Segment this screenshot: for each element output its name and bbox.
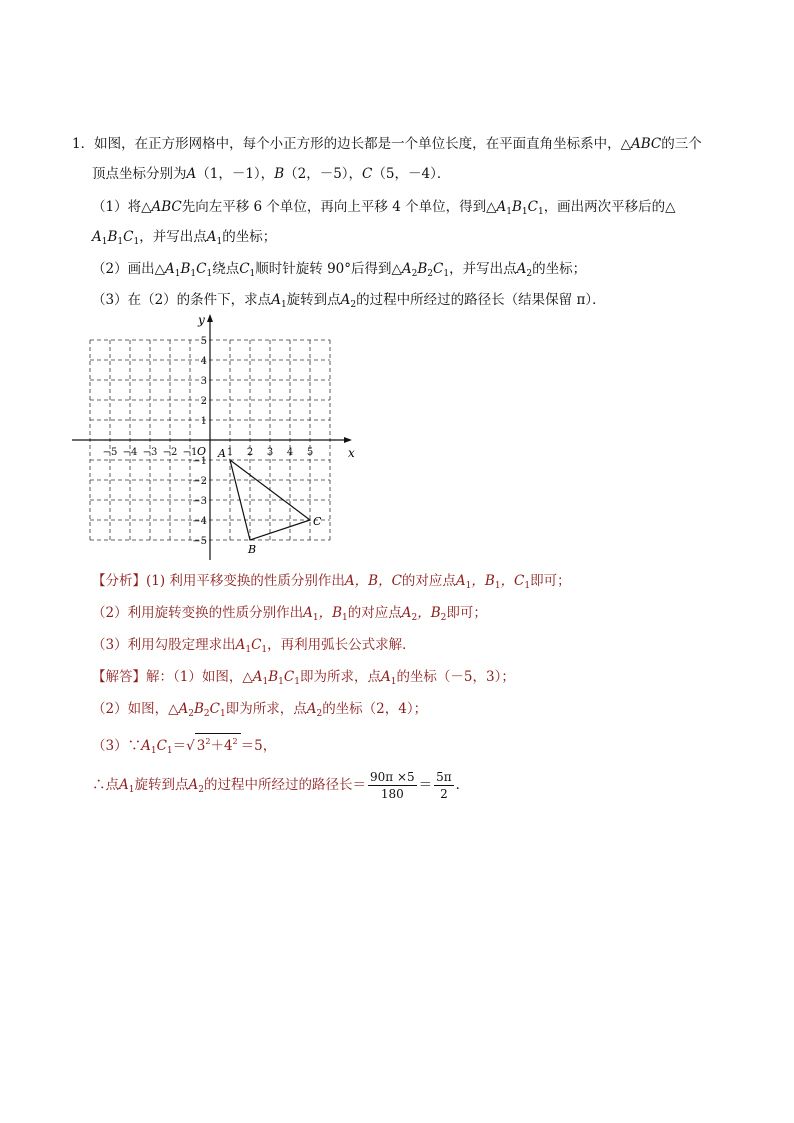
answer-3-result: ＝5， <box>240 738 277 754</box>
x-tick-label: 5 <box>306 447 314 458</box>
question-1-line1 <box>92 197 676 219</box>
q2-text-c: 顺时针旋转 90°后得到△ <box>255 261 402 277</box>
q3-text-b: 旋转到点 <box>286 292 341 308</box>
x-tick-label: 4 <box>286 447 294 458</box>
answer-2-c: 的坐标（2，4）； <box>322 701 428 717</box>
answer-line1 <box>92 667 515 689</box>
vertex-c-label: C <box>313 515 322 528</box>
analysis-2-a: （2）利用旋转变换的性质分别作出 <box>92 605 304 621</box>
x-tick-label: 3 <box>266 447 274 458</box>
x-tick-label: −5 <box>102 447 118 458</box>
y-tick-label: −1 <box>192 456 207 467</box>
x-tick-label: 2 <box>246 447 254 458</box>
fraction-arc-length <box>368 769 417 802</box>
analysis-2-b: 的对应点 <box>347 605 402 621</box>
answer-a2: $A_2$ <box>306 701 323 719</box>
problem-number: 1． <box>72 136 95 152</box>
q2-text-a: （2）画出△ <box>92 261 165 277</box>
y-tick-label: 3 <box>200 376 207 387</box>
q2-text-b: 绕点 <box>212 261 240 277</box>
x-tick-label: 1 <box>226 447 234 458</box>
analysis-3-b: ，再利用弧长公式求解． <box>267 637 416 653</box>
origin-label: O <box>197 445 207 458</box>
y-axis-arrow-icon <box>207 314 213 322</box>
question-3 <box>92 290 606 312</box>
answer-1-b: 即为所求，点 <box>299 669 381 685</box>
analysis-a2b2: $A_2$，$B_2$ <box>401 605 447 623</box>
coord-a: （1，－1）， <box>196 166 275 182</box>
question-1-line2 <box>92 227 276 249</box>
answer-2-b: 即为所求，点 <box>225 701 307 717</box>
answer-line3 <box>92 733 276 758</box>
analysis-a1b1c1: $A_1$，$B_1$，$C_1$ <box>455 573 531 591</box>
answer-a1b1c1: $A_1B_1C_1$ <box>252 669 300 687</box>
analysis-1-c: 即可； <box>530 573 571 589</box>
analysis-3-a: （3）利用勾股定理求出 <box>92 637 236 653</box>
q1-text-a: （1）将△ <box>92 199 152 215</box>
answer-4-c: 的过程中所经过的路径长＝ <box>203 777 366 793</box>
answer-4-end: ． <box>455 777 470 793</box>
answer-1-a: 解：（1）如图，△ <box>146 669 253 685</box>
frac2-num: 5π <box>436 770 452 784</box>
q1-a1: $A_1$ <box>206 229 223 247</box>
stem-text-1: 如图，在正方形网格中，每个小正方形的边长都是一个单位长度，在平面直角坐标系中，△ <box>94 136 631 152</box>
stem-text-2: 顶点坐标分别为 <box>92 166 187 182</box>
coord-b: （2，－5）， <box>284 166 363 182</box>
q3-text-a: （3）在（2）的条件下，求点 <box>92 292 272 308</box>
answer-1-c: 的坐标（－5，3）； <box>396 669 515 685</box>
analysis-line2 <box>92 603 487 625</box>
triangle-abc <box>230 460 310 540</box>
q2-text-e: 的坐标； <box>532 261 587 277</box>
y-axis-label: y <box>198 313 205 327</box>
answer-4-a2: $A_2$ <box>188 777 204 795</box>
analysis-1-a: (1) 利用平移变换的性质分别作出 <box>146 573 345 589</box>
q1-abc: ABC <box>151 199 182 215</box>
y-tick-label: 5 <box>200 336 207 347</box>
answer-4-a1: $A_1$ <box>119 777 135 795</box>
analysis-2-c: 即可； <box>446 605 487 621</box>
q2-text-d: ，并写出点 <box>449 261 517 277</box>
x-axis-arrow-icon <box>344 437 352 443</box>
stem-text-1-end: 的三个 <box>661 136 702 152</box>
q1-text-b: 先向左平移 6 个单位，再向上平移 4 个单位，得到△ <box>181 199 497 215</box>
coordinate-grid-figure <box>80 310 355 560</box>
analysis-tag: 【分析】 <box>92 573 146 589</box>
q1-a1b1c1-2: $A_1B_1C_1$ <box>92 229 140 247</box>
frac1-num: 90π ×5 <box>369 770 415 784</box>
analysis-line1 <box>92 571 571 593</box>
q1-a1b1c1: $A_1B_1C_1$ <box>496 199 544 217</box>
answer-4-b: 旋转到点 <box>134 777 189 793</box>
triangle-abc-label: ABC <box>630 136 662 152</box>
x-axis-label: x <box>348 446 355 460</box>
q3-a2: $A_2$ <box>340 292 357 310</box>
q1-text-d: ，并写出点 <box>139 229 207 245</box>
y-tick-label: 4 <box>200 356 207 367</box>
q2-c1: $C_1$ <box>239 261 256 279</box>
y-tick-label: −2 <box>192 476 207 487</box>
y-tick-label: 2 <box>200 396 207 407</box>
q2-a2b2c1: $A_2B_2C_1$ <box>401 261 450 279</box>
answer-a1c1: $A_1C_1$ <box>141 738 173 756</box>
y-tick-label: 1 <box>200 416 207 427</box>
rad-4: ＋4 <box>210 738 233 754</box>
point-a-label: A <box>186 166 197 182</box>
analysis-1-b: 的对应点 <box>401 573 456 589</box>
analysis-line3 <box>92 635 416 657</box>
answer-3-eq: ＝ <box>172 738 187 754</box>
answer-4-eq: ＝ <box>418 777 433 793</box>
problem-stem-line1 <box>72 134 702 154</box>
y-tick-label: −3 <box>192 496 207 507</box>
q2-a2: $A_2$ <box>516 261 533 279</box>
answer-2-a: （2）如图，△ <box>92 701 179 717</box>
sqrt-expression: √ $3^2+4^2$ <box>186 733 240 758</box>
answer-3-a: （3）∵ <box>92 738 142 754</box>
answer-a1: $A_1$ <box>380 669 397 687</box>
coord-c: （5，－4）． <box>372 166 451 182</box>
fraction-result <box>434 769 454 802</box>
analysis-abc: A，B，C <box>344 573 402 589</box>
frac1-den: 180 <box>380 787 404 801</box>
point-b-label: B <box>274 166 285 182</box>
answer-a2b2c1: $A_2B_2C_1$ <box>178 701 226 719</box>
point-c-label: C <box>362 166 373 182</box>
analysis-a1c1: $A_1C_1$ <box>235 637 268 655</box>
answer-line4 <box>92 769 469 802</box>
analysis-a1b1: $A_1$，$B_1$ <box>303 605 348 623</box>
exp-1: 2 <box>205 737 211 746</box>
y-tick-label: −5 <box>192 536 207 547</box>
rad-3: 3 <box>196 738 206 754</box>
x-tick-label: −1 <box>182 447 198 458</box>
q2-a1b1c1: $A_1B_1C_1$ <box>164 261 213 279</box>
q3-a1: $A_1$ <box>271 292 287 310</box>
x-tick-label: −4 <box>122 447 138 458</box>
triangle-outline <box>230 460 310 540</box>
vertex-a-label: A <box>218 447 226 460</box>
vertex-b-label: B <box>248 543 257 556</box>
exp-2: 2 <box>232 737 238 746</box>
q3-text-c: 的过程中所经过的路径长（结果保留 π）． <box>356 292 606 308</box>
q1-text-c: ，画出两次平移后的△ <box>543 199 676 215</box>
y-tick-label: −4 <box>192 516 207 527</box>
tick-labels <box>103 336 314 547</box>
answer-line2 <box>92 699 427 721</box>
x-tick-label: −2 <box>162 447 178 458</box>
x-tick-label: −3 <box>142 447 158 458</box>
problem-stem-line2 <box>92 164 450 184</box>
answer-4-a: ∴点 <box>92 777 119 793</box>
question-2 <box>92 259 586 281</box>
frac2-den: 2 <box>440 787 448 801</box>
answer-tag: 【解答】 <box>92 669 146 685</box>
q1-text-e: 的坐标； <box>222 229 277 245</box>
